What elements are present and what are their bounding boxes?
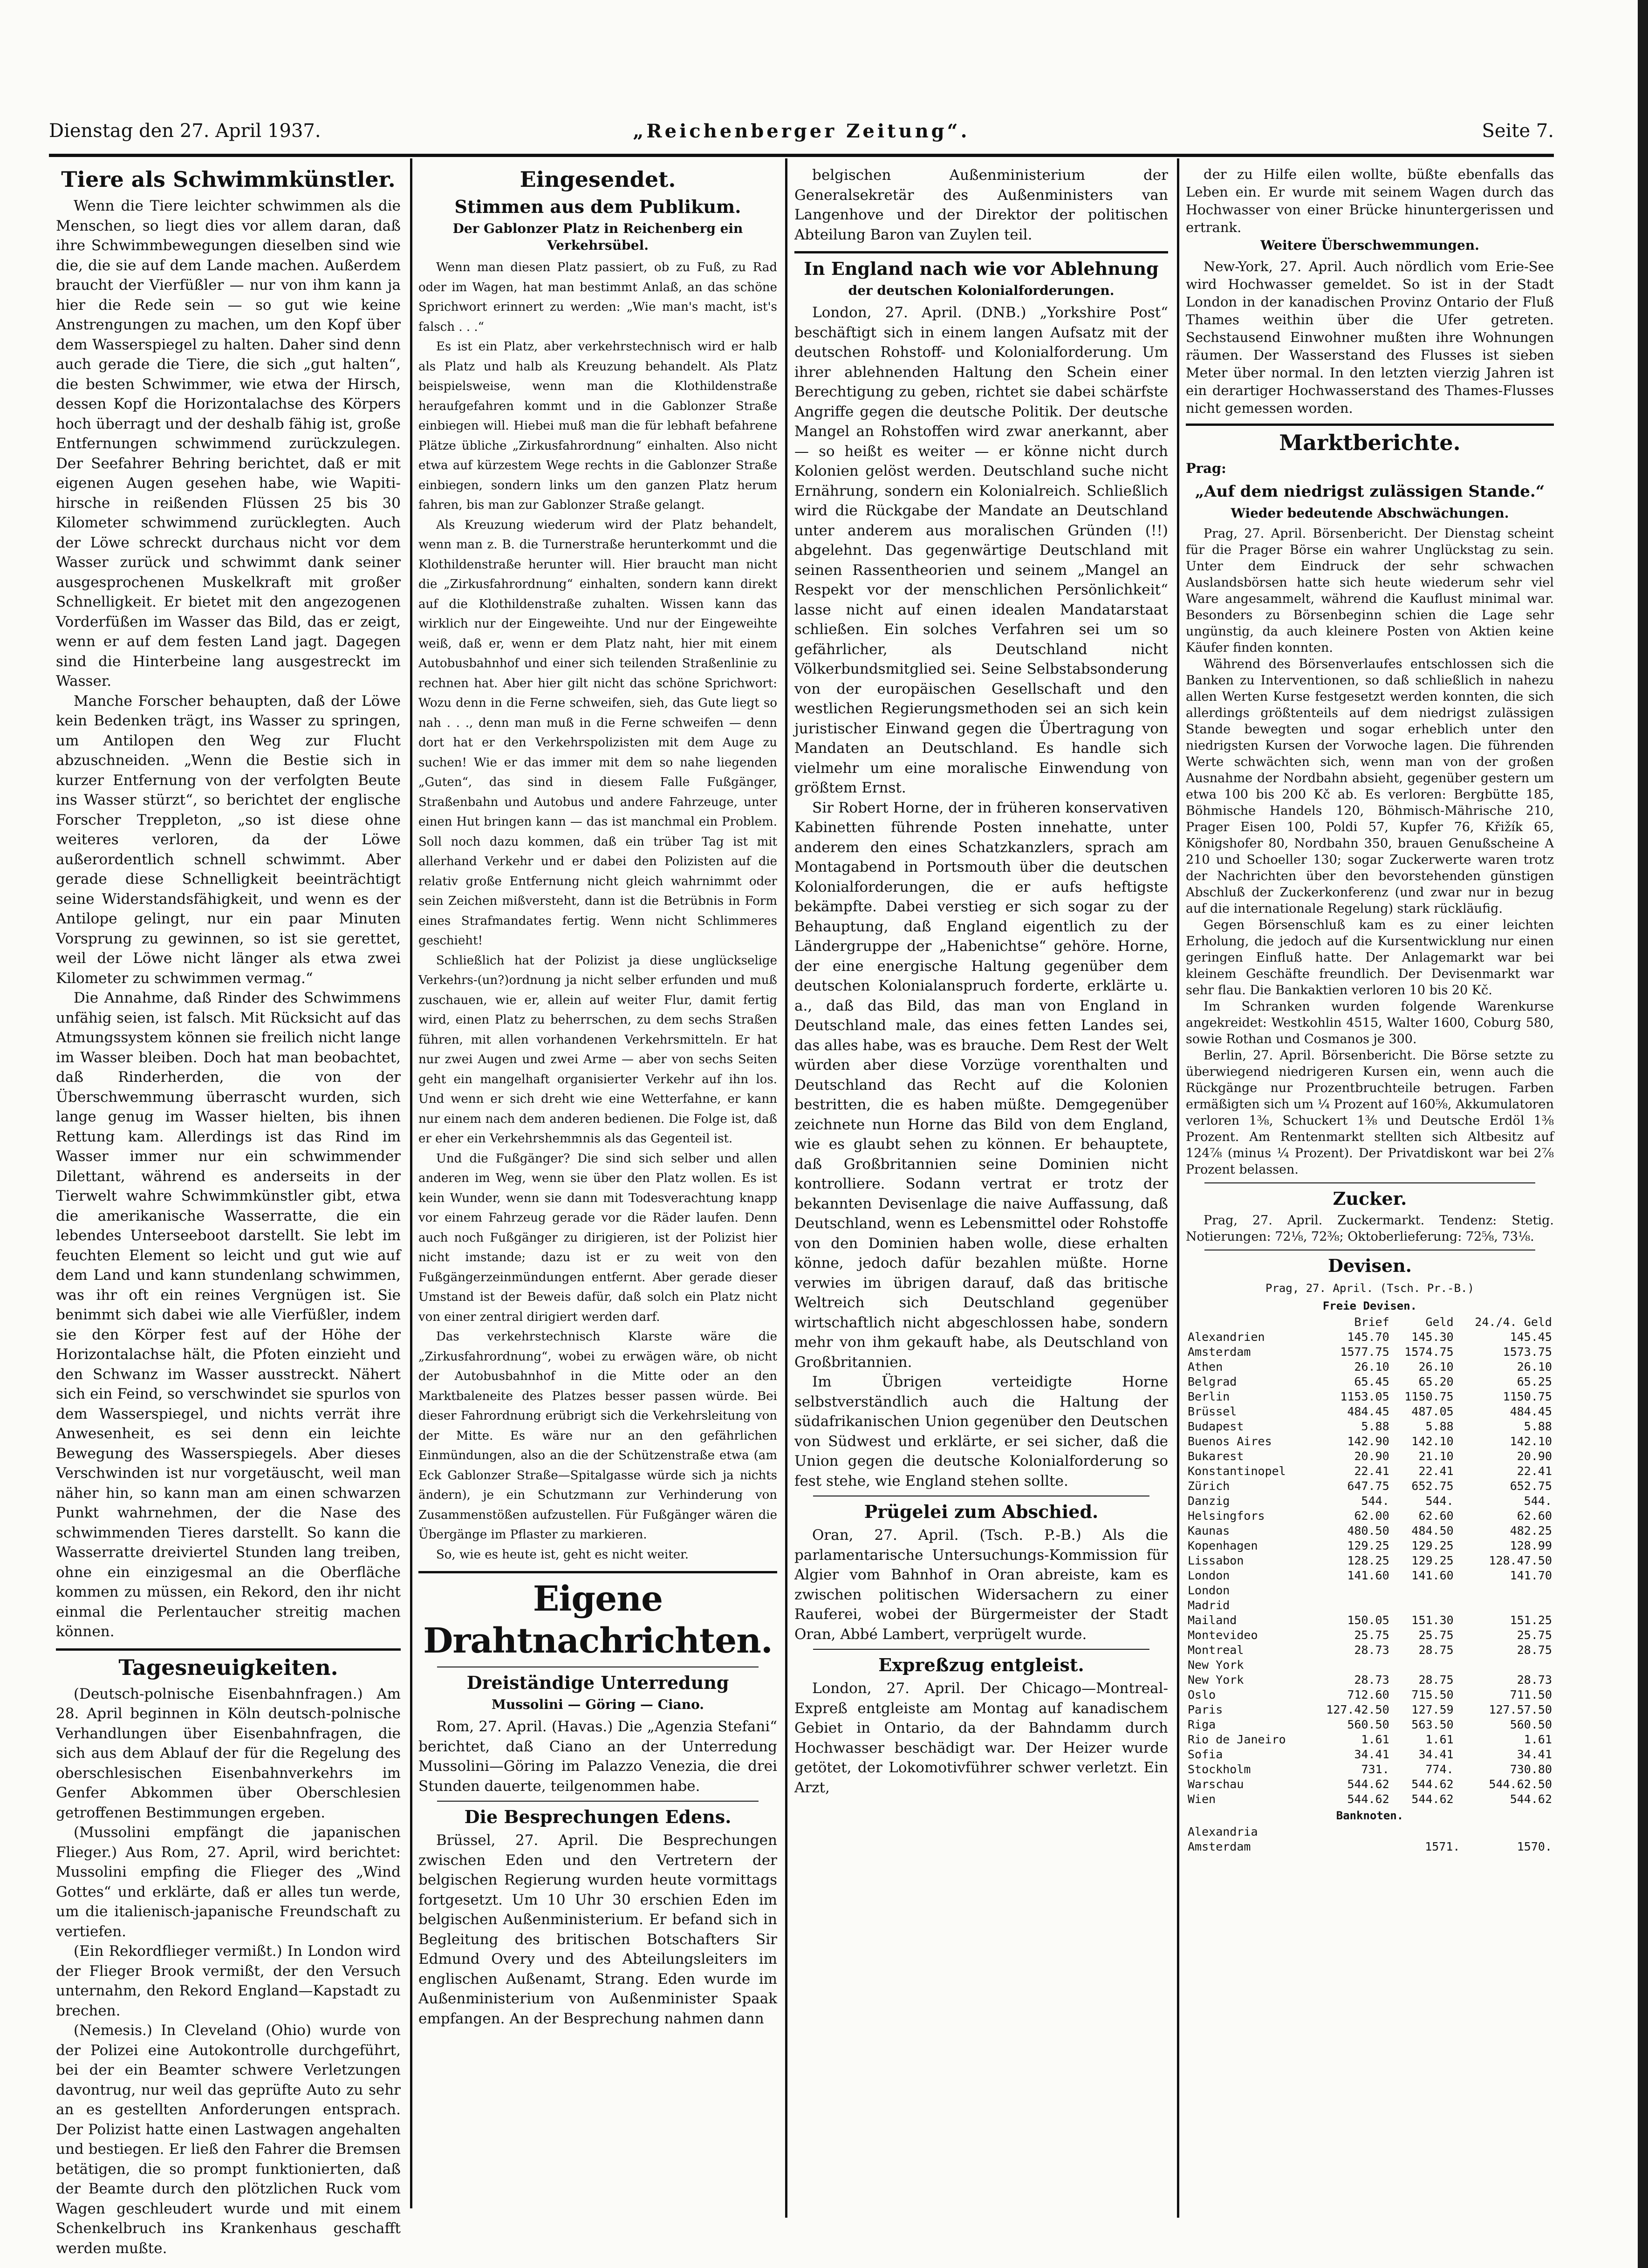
fx-rate: 1574.75 xyxy=(1404,1345,1454,1359)
masthead-rule xyxy=(49,154,1554,157)
fx-row xyxy=(1186,1839,1554,1854)
article-paragraph: Es ist ein Platz, aber verkehrstechnisch wird er halb als Platz und halb als Kreuzung behandelt. Als Platz beispielsweise, wenn man die Klothildenstraße heraufgefahren kommt und in die Gablonzer Straße einbiegen will. Hiebei muß man die für lebhaft befahrene Plätze übliche „Zirkusfahrordnung“ einhalten. Also nicht etwa auf kürzestem Wege rechts in die Gablonzer Straße einbiegen, sondern links um den ganzen Platz herum fahren, bis man zur Gablonzer Straße gelangt. xyxy=(418,340,777,512)
fx-row xyxy=(1186,1538,1554,1553)
article-paragraph: Wenn man diesen Platz passiert, ob zu Fuß, zu Rad oder im Wagen, hat man bestimmt Anlaß, an das schöne Sprichwort erinnert zu werden: „Wie man's macht, ist's falsch . . .“ xyxy=(418,260,777,334)
market-paragraph: Prag, 27. April. Zuckermarkt. Tendenz: Stetig. Notierungen: 72⅛, 72⅜; Oktoberlieferung: 72⅝, 73⅛. xyxy=(1186,1213,1554,1244)
fx-row xyxy=(1186,1374,1554,1389)
fx-city: Oslo xyxy=(1188,1688,1216,1701)
fx-rate: 563.50 xyxy=(1411,1718,1454,1731)
fx-rate: 484.45 xyxy=(1347,1405,1389,1418)
fx-row xyxy=(1186,1643,1554,1658)
fx-rate: 544. xyxy=(1361,1494,1389,1508)
fx-rate: 142.10 xyxy=(1411,1435,1454,1448)
fx-rate: 151.25 xyxy=(1510,1613,1552,1627)
divider xyxy=(813,1649,1149,1650)
headline-zucker: Zucker. xyxy=(1333,1188,1407,1209)
fx-rate: 20.90 xyxy=(1354,1449,1389,1463)
article-paragraph: London, 27. April. Der Chicago—Montreal-Expreß entgleiste am Montag auf kanadischem Gebiet in Ontario, da der Bahndamm durch Hochwasser beschädigt war. Der Heizer wurde getötet, der Lokomotivführer schwer verletzt. Ein Arzt, xyxy=(794,1680,1168,1796)
fx-rate: 1150.75 xyxy=(1503,1390,1552,1403)
fx-rate: 715.50 xyxy=(1411,1688,1454,1701)
headline-marktberichte: Marktberichte. xyxy=(1279,430,1461,455)
fx-rate: 487.05 xyxy=(1411,1405,1454,1418)
fx-rate: 28.75 xyxy=(1418,1673,1454,1687)
fx-city: Lissabon xyxy=(1188,1554,1244,1567)
news-item: (Nemesis.) In Cleveland (Ohio) wurde von der Polizei eine Autokontrolle durchgeführt, bei der ein Beamter schwere Verletzungen davontrug, nur weil das geprüfte Auto zu sehr an es gestellten Anforderungen entsprach. Der Polizist hatte einen Lastwagen angehalten und bestiegen. Er ließ den Fahrer die Bremsen betätigen, die so prompt funktionierten, daß der Beamte durch den plötzlichen Ruck vom Wagen geschleudert wurde und mit einem Schenkelbruch ins Krankenhaus geschafft werden mußte. xyxy=(56,2022,401,2257)
fx-city: Wien xyxy=(1188,1792,1216,1806)
fx-rate: 484.50 xyxy=(1411,1524,1454,1537)
fx-city: New York xyxy=(1188,1673,1244,1687)
fx-table xyxy=(1186,1315,1554,1807)
fx-rate: 1.61 xyxy=(1524,1733,1552,1746)
fx-row xyxy=(1186,1330,1554,1345)
fx-city: Riga xyxy=(1188,1718,1216,1731)
fx-rate: 26.10 xyxy=(1418,1360,1454,1373)
fx-rate: 21.10 xyxy=(1418,1449,1454,1463)
fx-rate: 142.10 xyxy=(1510,1435,1552,1448)
headline-expresszug: Expreßzug entgleist. xyxy=(878,1654,1084,1675)
section-rule xyxy=(1186,424,1554,426)
fx-rate: 128.47.50 xyxy=(1489,1554,1552,1567)
fx-city: Alexandria xyxy=(1188,1825,1258,1838)
newspaper-title: „Reichenberger Zeitung“. xyxy=(633,120,970,142)
fx-row xyxy=(1186,1598,1554,1613)
fx-rate: 62.60 xyxy=(1418,1509,1454,1523)
fx-col-header: Brief xyxy=(1354,1315,1389,1329)
section-rule xyxy=(418,1571,777,1573)
article-paragraph: belgischen Außenministerium der Generalsekretär des Außenministers van Langenhove und der Direktor der politischen Abteilung Baron van Zuylen teil. xyxy=(794,167,1168,243)
fx-row xyxy=(1186,1434,1554,1449)
column-1 xyxy=(56,165,401,2257)
fx-rate: 128.99 xyxy=(1510,1539,1552,1552)
fx-rate: 1571. xyxy=(1425,1840,1460,1853)
fx-row xyxy=(1186,1777,1554,1792)
fx-rate: 142.90 xyxy=(1347,1435,1389,1448)
fx-rate: 5.88 xyxy=(1425,1420,1454,1433)
fx-rate xyxy=(1456,1583,1554,1598)
fx-rate xyxy=(1391,1598,1456,1613)
fx-rate xyxy=(1361,1839,1370,1854)
article-paragraph: So, wie es heute ist, geht es nicht weiter. xyxy=(436,1547,689,1562)
headline-eden: Die Besprechungen Edens. xyxy=(464,1806,732,1827)
fx-rate: 730.80 xyxy=(1510,1762,1552,1776)
fx-row xyxy=(1186,1464,1554,1479)
fx-row xyxy=(1186,1732,1554,1747)
fx-rate xyxy=(1310,1658,1391,1673)
fx-rate: 151.30 xyxy=(1411,1613,1454,1627)
fx-city: Paris xyxy=(1188,1703,1223,1716)
fx-city: Kopenhagen xyxy=(1188,1539,1258,1552)
fx-rate: 145.70 xyxy=(1347,1330,1389,1344)
fx-row xyxy=(1186,1419,1554,1434)
fx-row xyxy=(1186,1658,1554,1673)
fx-banknotes-title: Banknoten. xyxy=(1336,1809,1404,1822)
masthead xyxy=(49,120,1554,148)
subheadline-kolonial: der deutschen Kolonialforderungen. xyxy=(848,283,1115,298)
subheadline-mussolini: Mussolini — Göring — Ciano. xyxy=(491,1697,704,1712)
fx-city: Warschau xyxy=(1188,1777,1244,1791)
fx-city: Belgrad xyxy=(1188,1375,1237,1388)
fx-rows xyxy=(1186,1330,1554,1807)
news-item: (Mussolini empfängt die japanischen Flieger.) Aus Rom, 27. April, wird berichtet: Mussolini empfing die Flieger des „Wind Gottes“ und erklärte, daß er alles tun werde, um die italienisch-japanische Freundschaft zu vertiefen. xyxy=(56,1824,401,1940)
fx-city: Montreal xyxy=(1188,1643,1244,1657)
fx-rate: 141.60 xyxy=(1347,1569,1389,1582)
headline-england: In England nach wie vor Ablehnung xyxy=(804,258,1159,279)
fx-rate: 25.75 xyxy=(1517,1628,1552,1642)
fx-rate: 712.60 xyxy=(1347,1688,1389,1701)
fx-city: Amsterdam xyxy=(1188,1840,1251,1853)
fx-rate: 127.57.50 xyxy=(1489,1703,1552,1716)
fx-rate: 34.41 xyxy=(1517,1748,1552,1761)
fx-row xyxy=(1186,1479,1554,1494)
headline-niedrigst: „Auf dem niedrigst zulässigen Stande.“ xyxy=(1195,482,1545,501)
fx-rate: 5.88 xyxy=(1524,1420,1552,1433)
market-paragraph: Prag, 27. April. Börsenbericht. Der Dienstag scheint für die Prager Börse ein wahrer Unglückstag zu sein. Unter dem Eindruck der sehr schwachen Auslandsbörsen hatte sich heute wiederum sehr viel Ware angesammelt, während die Kauflust minimal war. Besonders zu Börsenbeginn schien die Lage sehr ungünstig, da auch kleinere Posten von Aktien keine Käufer finden konnten. xyxy=(1186,526,1554,655)
fx-rate: 28.75 xyxy=(1517,1643,1552,1657)
fx-rate: 482.25 xyxy=(1510,1524,1552,1537)
fx-city: Rio de Janeiro xyxy=(1188,1733,1286,1746)
fx-rate: 65.20 xyxy=(1418,1375,1454,1388)
section-rule xyxy=(794,251,1168,253)
fx-row xyxy=(1186,1702,1554,1717)
fx-rate: 145.45 xyxy=(1510,1330,1552,1344)
fx-source: Prag, 27. April. (Tsch. Pr.-B.) xyxy=(1265,1282,1474,1295)
fx-rate: 484.45 xyxy=(1510,1405,1552,1418)
market-paragraph: Gegen Börsenschluß kam es zu einer leichten Erholung, die jedoch auf die Kursentwicklung nur einen geringen Einfluß hatte. Der Anlagemarkt war bei kleinem Geschäfte freundlich. Der Devisenmarkt war sehr flau. Die Bankaktien verloren 10 bis 20 Kč. xyxy=(1186,918,1554,997)
headline-unterredung: Dreiständige Unterredung xyxy=(466,1672,729,1693)
fx-rate: 544.62 xyxy=(1411,1777,1454,1791)
fx-city: Helsingfors xyxy=(1188,1509,1265,1523)
fx-rate: 129.25 xyxy=(1411,1539,1454,1552)
market-paragraph: Während des Börsenverlaufes entschlossen sich die Banken zu Interventionen, so daß schließlich in nahezu allen Werten Kurse festgesetzt werden konnten, die sich allerdings größtenteils auf dem niedrigst zulässigen Stande bewegten und sogar erheblich unter den niedrigsten Kursen der Vorwoche lagen. Die führenden Werte schwächten sich, wenn man von der großen Ausnahme der Nordbahn absieht, gegenüber gestern um etwa 100 bis 200 Kč ab. Es verloren: Bergbütte 185, Böhmische Handels 120, Böhmisch-Mährische 210, Prager Eisen 100, Poldi 57, Kupfer 76, Křižík 65, Königshofer 80, Nordbahn 350, brauen Genußscheine A 210 und Schoeller 130; sogar Zuckerwerte waren trotz der Nachrichten über den bevorstehenden günstigen Abschluß der Zuckerkonferenz (und zwar nur in bezug auf die internationale Regelung) stark rückläufig. xyxy=(1186,657,1554,916)
fx-row xyxy=(1186,1389,1554,1404)
fx-rate: 62.60 xyxy=(1517,1509,1552,1523)
fx-rate: 22.41 xyxy=(1418,1464,1454,1478)
divider xyxy=(437,1801,759,1802)
column-4 xyxy=(1186,165,1554,2234)
fx-city: Amsterdam xyxy=(1188,1345,1251,1359)
fx-rate: 5.88 xyxy=(1361,1420,1389,1433)
fx-rate: 129.25 xyxy=(1347,1539,1389,1552)
fx-rate: 652.75 xyxy=(1411,1479,1454,1493)
fx-row xyxy=(1186,1359,1554,1374)
fx-row xyxy=(1186,1824,1554,1839)
fx-rate: 34.41 xyxy=(1418,1748,1454,1761)
fx-rate: 28.75 xyxy=(1418,1643,1454,1657)
fx-rate: 150.05 xyxy=(1347,1613,1389,1627)
banner-drahtnachrichten: Eigene Drahtnachrichten. xyxy=(423,1579,773,1661)
fx-city: Kaunas xyxy=(1188,1524,1230,1537)
fx-rows xyxy=(1186,1824,1554,1854)
subheadline-abschwaechungen: Wieder bedeutende Abschwächungen. xyxy=(1231,506,1509,521)
fx-rate: 26.10 xyxy=(1517,1360,1552,1373)
headline-tagesneuigkeiten: Tagesneuigkeiten. xyxy=(118,1654,338,1680)
fx-title: Freie Devisen. xyxy=(1322,1299,1417,1312)
fx-row xyxy=(1186,1449,1554,1464)
article-paragraph: London, 27. April. (DNB.) „Yorkshire Post“ beschäftigt sich in einem langen Aufsatz mit der deutschen Rohstoff- und Kolonialforderung. Um ihrer ablehnenden Haltung den Schein einer Berechtigung zu geben, richtet sie dabei schärfste Angriffe gegen die deutsche Politik. Der deutsche Mangel an Rohstoffen wird zwar anerkannt, aber — so heißt es weiter — er könne nicht durch Kolonien gelöst werden. Deutschland suche nicht Ernährung, sondern ein Kolonialreich. Schließlich wird die Rückgabe der Mandate an Deutschland unter anderem aus moralischen Gründen (!!) abgelehnt. Das gegenwärtige Deutschland mit seinen Rassentheorien und seinem „Mangel an Respekt vor der menschlichen Persönlichkeit“ lasse nicht auf einen idealen Mandatarstaat schließen. Ein solches Verfahren sei um so gefährlicher, als Deutschland nicht Völkerbundsmitglied sei. Seine Selbstabsonderung von der europäischen Gesellschaft und den westlichen Regierungsmethoden sei an sich kein juristischer Einwand gegen die Übertragung von Mandaten an Deutschland. Es handle sich vielmehr um eine moralische Einwendung von größtem Ernst. xyxy=(794,304,1168,796)
headline-ueberschwemmungen: Weitere Überschwemmungen. xyxy=(1260,238,1479,253)
fx-table-banknotes xyxy=(1186,1824,1554,1854)
location-label: Prag: xyxy=(1186,460,1226,476)
fx-city: Brüssel xyxy=(1188,1405,1237,1418)
divider xyxy=(1204,1182,1535,1183)
fx-rate: 544. xyxy=(1425,1494,1454,1508)
fx-row xyxy=(1186,1613,1554,1628)
headline-stimmen: Stimmen aus dem Publikum. xyxy=(454,196,741,217)
fx-city: Alexandrien xyxy=(1188,1330,1265,1344)
fx-row xyxy=(1186,1687,1554,1702)
fx-rate: 34.41 xyxy=(1354,1748,1389,1761)
news-item: (Deutsch-polnische Eisenbahnfragen.) Am 28. April beginnen in Köln deutsch-polnische Verhandlungen über Eisenbahnfragen, die sich aus dem Ablauf der für die Regelung des oberschlesischen Eisenbahnverkehrs im Genfer Abkommen über Oberschlesien getroffenen Bestimmungen ergeben. xyxy=(56,1685,401,1821)
fx-rate xyxy=(1391,1583,1456,1598)
article-paragraph: Rom, 27. April. (Havas.) Die „Agenzia Stefani“ berichtet, daß Ciano an der Unterredung Mussolini—Göring im Palazzo Venezia, die drei Stunden dauerte, teilgenommen habe. xyxy=(418,1718,777,1795)
fx-city: Bukarest xyxy=(1188,1449,1244,1463)
fx-city: Budapest xyxy=(1188,1420,1244,1433)
column-rule xyxy=(785,158,787,2218)
column-2 xyxy=(418,165,777,2234)
fx-rate: 560.50 xyxy=(1347,1718,1389,1731)
column-rule xyxy=(1177,158,1179,2218)
fx-rate: 544.62 xyxy=(1411,1792,1454,1806)
fx-city: Montevideo xyxy=(1188,1628,1258,1642)
fx-row xyxy=(1186,1553,1554,1568)
fx-city: Stockholm xyxy=(1188,1762,1251,1776)
fx-row xyxy=(1186,1717,1554,1732)
fx-rate: 544. xyxy=(1524,1494,1552,1508)
article-paragraph: Das verkehrstechnisch Klarste wäre die „Zirkusfahrordnung“, wobei zu erwägen wäre, ob nicht der Autobusbahnhof in die Mitte oder an den Marktbaleneite des Platzes besser passen würde. Bei dieser Fahrordnung erübrigt sich die Verkehrsleitung von der Mitte. Es wäre nur an den gefährlichen Einmündungen, also an die der Schützenstraße etwa (am Eck Gablonzer Straße—Spitalgasse würde sich ja nichts ändern), je ein Schutzmann zur Verhinderung von Zusammenstößen aufzustellen. Für Fußgänger wären die Übergänge im Pflaster zu markieren. xyxy=(418,1330,777,1542)
fx-row xyxy=(1186,1494,1554,1509)
headline-pruegelei: Prügelei zum Abschied. xyxy=(864,1501,1099,1522)
fx-rate: 127.59 xyxy=(1411,1703,1454,1716)
news-item: (Ein Rekordflieger vermißt.) In London wird der Flieger Brook vermißt, der den Versuch unternahm, den Rekord England—Kapstadt zu brechen. xyxy=(56,1943,401,2019)
fx-rate: 22.41 xyxy=(1517,1464,1552,1478)
fx-header-row xyxy=(1186,1315,1554,1330)
fx-rate: 25.75 xyxy=(1354,1628,1389,1642)
fx-row xyxy=(1186,1509,1554,1523)
fx-row xyxy=(1186,1747,1554,1762)
market-paragraph: Im Schranken wurden folgende Warenkurse angekreidet: Westkohlin 4515, Walter 1600, Coburg 580, sowie Rothan und Cosmanos je 300. xyxy=(1186,999,1554,1046)
fx-rate: 20.90 xyxy=(1517,1449,1552,1463)
fx-rate: 141.60 xyxy=(1411,1569,1454,1582)
subheadline-gablonzer-platz: Der Gablonzer Platz in Reichenberg ein Verkehrsübel. xyxy=(452,221,743,253)
fx-row xyxy=(1186,1673,1554,1687)
article-paragraph: New-York, 27. April. Auch nördlich vom Erie-See wird Hochwasser gemeldet. So ist in der Stadt London in der kanadischen Provinz Ontario der Fluß Thames weithin über die Ufer getreten. Sechstausend Einwohner mußten ihre Wohnungen räumen. Der Wasserstand des Flusses ist sieben Meter über normal. In den letzten vierzig Jahren ist ein derartiger Hochwasserstand des Thames-Flusses nicht gemessen worden. xyxy=(1186,259,1554,416)
fx-rate: 1570. xyxy=(1517,1840,1552,1853)
fx-rate: 22.41 xyxy=(1354,1464,1389,1478)
fx-city: New York xyxy=(1188,1658,1244,1672)
article-paragraph: Wenn die Tiere leichter schwimmen als die Menschen, so liegt dies vor allem daran, daß ihre Schwimmbewegungen dieselben sind wie die, die sie auf dem Lande machen. Außerdem braucht der Vierfüßler — nur von ihm kann ja hier die Rede sein — so gut wie keine Anstrengungen zu machen, um den Kopf über dem Wasserspiegel zu halten. Daher sind denn auch gerade die Tiere, die sich „gut halten“, die besten Schwimmer, wie etwa der Hirsch, dessen Kopf die Horizontalachse des Körpers hoch überragt und der deshalb fähig ist, große Entfernungen schwimmend zurückzulegen. Der Seefahrer Behring berichtet, daß er mit eigenen Augen gesehen habe, wie Wapiti-hirsche in reißenden Flüssen 25 bis 30 Kilometer schwimmend zurücklegten. Auch der Löwe schreckt durchaus nicht vor dem Wasser zurück und schwimmt dank seiner ausgesprochenen Muskelkraft mit großer Schnelligkeit. Er bietet mit den angezogenen Vorderfüßen im Wasser das Bild, das er zeigt, wenn er auf dem festen Land jagt. Dagegen sind die Hinterbeine lang ausgestreckt im Wasser. xyxy=(56,198,401,690)
fx-rate: 65.25 xyxy=(1517,1375,1552,1388)
fx-rate: 128.25 xyxy=(1347,1554,1389,1567)
fx-rate: 65.45 xyxy=(1354,1375,1389,1388)
fx-rate: 647.75 xyxy=(1347,1479,1389,1493)
fx-rate: 652.75 xyxy=(1510,1479,1552,1493)
article-paragraph: der zu Hilfe eilen wollte, büßte ebenfalls das Leben ein. Er wurde mit seinem Wagen durch das Hochwasser von einer Brücke hinuntergerissen und ertrank. xyxy=(1186,166,1554,235)
fx-rate: 129.25 xyxy=(1411,1554,1454,1567)
fx-rate: 1573.75 xyxy=(1503,1345,1552,1359)
article-paragraph: Und die Fußgänger? Die sind sich selber und allen anderen im Weg, wenn sie über den Platz wollen. Es ist kein Wunder, wenn sie dann mit Todesverachtung knapp vor einem Fahrzeug gerade vor die Räder laufen. Denn auch noch Fußgänger zu dirigieren, ist der Polizist hier nicht imstande; dazu ist er zu weit von den Fußgängerzeinmündungen entfernt. Aber gerade dieser Umstand ist der Beweis dafür, daß solch ein Platz nicht von einer zentral dirigiert werden darf. xyxy=(418,1151,777,1324)
fx-rate: 774. xyxy=(1425,1762,1454,1776)
fx-rate: 1153.05 xyxy=(1340,1390,1389,1403)
fx-row xyxy=(1186,1523,1554,1538)
fx-rate: 544.62 xyxy=(1347,1777,1389,1791)
fx-rate xyxy=(1462,1824,1554,1839)
fx-row xyxy=(1186,1568,1554,1583)
fx-col-header: 24./4. Geld xyxy=(1475,1315,1552,1329)
headline-devisen: Devisen. xyxy=(1327,1255,1412,1276)
fx-rate: 1150.75 xyxy=(1404,1390,1454,1403)
page-number: Seite 7. xyxy=(1482,120,1554,142)
headline-tiere: Tiere als Schwimmkünstler. xyxy=(61,167,396,192)
fx-city: Danzig xyxy=(1188,1494,1230,1508)
page-edge xyxy=(1638,0,1648,2268)
fx-row xyxy=(1186,1762,1554,1777)
fx-city: Madrid xyxy=(1188,1599,1230,1612)
article-paragraph: Im Übrigen verteidigte Horne selbstverständlich auch die Haltung der südafrikanischen Union gegenüber den Deutschen von Südwest und erklärte, er sei sicher, daß die Union gegen die deutsche Kolonialforderung so fest stehe, wie England stehen sollte. xyxy=(794,1373,1168,1489)
fx-rate: 544.62 xyxy=(1510,1792,1552,1806)
article-paragraph: Brüssel, 27. April. Die Besprechungen zwischen Eden und den Vertretern der belgischen Regierung wurden heute vormittags fortgesetzt. Um 10 Uhr 30 erschien Eden im belgischen Außenministerium. Er befand sich in Begleitung des britischen Botschafters Sir Edmund Overy und des Abteilungsleiters im englischen Außenamt, Strang. Eden wurde im Außenministerium von Außenminister Spaak empfangen. An der Besprechung nahmen dann xyxy=(418,1832,777,2027)
fx-row xyxy=(1186,1345,1554,1359)
fx-rate: 28.73 xyxy=(1354,1673,1389,1687)
fx-rate xyxy=(1310,1583,1391,1598)
fx-rate: 26.10 xyxy=(1354,1360,1389,1373)
fx-row xyxy=(1186,1583,1554,1598)
column-3 xyxy=(794,165,1168,2234)
fx-rate xyxy=(1391,1658,1456,1673)
fx-city: Berlin xyxy=(1188,1390,1230,1403)
column-rule xyxy=(410,158,412,2208)
article-paragraph: Schließlich hat der Polizist ja diese unglückselige Verkehrs-(un?)ordnung ja nicht selber erfunden und muß zuschauen, wie er, allein auf weiter Flur, damit fertig wird, einen Platz zu beherrschen, zu dem sechs Straßen führen, mit allen vorhandenen Verkehrsmitteln. Er hat nur zwei Augen und zwei Arme — aber von sechs Seiten geht ein mangelhaft organisierter Verkehr auf ihn los. Und wenn er sich dreht wie eine Wetterfahne, er kann nur einem nach dem anderen bedienen. Die Folge ist, daß er eher ein Verkehrshemmnis als das Gegenteil ist. xyxy=(418,953,777,1146)
fx-rate xyxy=(1456,1658,1554,1673)
fx-rate: 25.75 xyxy=(1418,1628,1454,1642)
fx-rate: 1577.75 xyxy=(1340,1345,1389,1359)
fx-row xyxy=(1186,1404,1554,1419)
market-paragraph: Berlin, 27. April. Börsenbericht. Die Börse setzte zu überwiegend niedrigeren Kursen ein, wenn auch die Rückgänge nur Prozentbruchteile betrugen. Farben ermäßigten sich um ¼ Prozent auf 160⅝, Akkumulatoren verloren 1⅜, Schuckert 1⅜ und Deutsche Erdöl 1⅜ Prozent. Am Rentenmarkt stellten sich Altbesitz auf 124⅞ (minus ¼ Prozent). Der Privatdiskont war bei 2⅞ Prozent belassen. xyxy=(1186,1048,1554,1177)
fx-col-header: Geld xyxy=(1425,1315,1454,1329)
fx-city: Buenos Aires xyxy=(1188,1435,1272,1448)
fx-rate xyxy=(1456,1598,1554,1613)
article-paragraph: Sir Robert Horne, der in früheren konservativen Kabinetten führende Posten innehatte, unter anderem den eines Schatzkanzlers, sprach am Montagabend in Portsmouth über die deutschen Kolonialforderungen, die er aufs heftigste bekämpfte. Dabei verstieg er sich sogar zu der Behauptung, daß England eigentlich zu der Ländergruppe der „Habenichtse“ gehöre. Horne, der eine energische Haltung gegenüber dem deutschen Kolonialanspruch forderte, erklärte u. a., daß das Bild, das man von England in Deutschland male, das eines fetten Landes sei, das alles habe, was es brauche. Dem Rest der Welt würden aber diese Vorzüge vorenthalten und Deutschland das Recht auf die Kolonien bestritten, die es haben müßte. Demgegenüber zeichnete nun Horne das Bild von dem England, wie es glaubt sehen zu können. Er behauptete, daß Großbritannien seine Dominien nicht kontrolliere. Sodann vertrat er trotz der bekannten Devisenlage die naive Auffassung, daß Deutschland, wenn es Lebensmittel oder Rohstoffe von den Dominien haben wolle, diese erhalten könne, jedoch dafür bezahlen müßte. Horne verwies im übrigen darauf, daß das britische Weltreich sich Deutschland gegenüber wirtschaftlich nicht abgeschlossen habe, sondern mehr von ihm gekauft habe, als Deutschland von Großbritannien. xyxy=(794,799,1168,1371)
article-paragraph: Die Annahme, daß Rinder des Schwimmens unfähig seien, ist falsch. Mit Rücksicht auf das Atmungssystem können sie freilich nicht lange im Wasser bleiben. Doch hat man beobachtet, daß Rinderherden, die von der Überschwemmung überrascht wurden, sich lange genug im Wasser hielten, bis ihnen Rettung kam. Allerdings ist das Rind im Wasser immer nur ein schwimmender Dilettant, während es anderseits in der Tierwelt wahre Schwimmkünstler gibt, etwa die amerikanische Wasserratte, die ein lebendes Unterseeboot darstellt. Sie lebt im feuchten Element so leicht und gut wie auf dem Land und kann stundenlang schwimmen, was ihr oft ein reines Vergnügen ist. Sie benimmt sich dabei wie alle Vierfüßler, indem sie den Körper fest auf der Höhe der Horizontalachse hält, die Pfoten einzieht und den Schwanz im Wasser ausstreckt. Nähert sich ein Feind, so verschwindet sie spurlos von dem Wasserspiegel, und nichts verrät ihre Anwesenheit, es sei denn ein leichte Bewegung des Wasserspiegels. Aber dieses Verschwinden ist nur vorgetäuscht, weil man näher hin, so kann man am einen schwarzen Punkt wahrnehmen, der die Nase des schwimmenden Tieres darstellt. So kann die Wasserratte dreiviertel Stunden lang treiben, ohne ein einzigesmal an die Oberfläche kommen zu müssen, ein Rekord, den ihr nicht einmal die Perlentaucher streitig machen können. xyxy=(56,990,401,1640)
fx-rate xyxy=(1361,1824,1370,1839)
issue-date: Dienstag den 27. April 1937. xyxy=(49,120,321,142)
fx-city: Athen xyxy=(1188,1360,1223,1373)
fx-rate xyxy=(1370,1824,1462,1839)
fx-rate: 28.73 xyxy=(1517,1673,1552,1687)
fx-city: Zürich xyxy=(1188,1479,1230,1493)
fx-rate: 1.61 xyxy=(1361,1733,1389,1746)
fx-city: Konstantinopel xyxy=(1188,1464,1286,1478)
fx-rate: 62.00 xyxy=(1354,1509,1389,1523)
section-rule xyxy=(56,1648,401,1651)
fx-rate: 711.50 xyxy=(1510,1688,1552,1701)
fx-city: London xyxy=(1188,1584,1230,1597)
fx-rate: 544.62 xyxy=(1347,1792,1389,1806)
fx-row xyxy=(1186,1792,1554,1807)
article-paragraph: Manche Forscher behaupten, daß der Löwe kein Bedenken trägt, ins Wasser zu springen, um Antilopen den Weg zur Flucht abzuschneiden. „Wenn die Bestie sich in kurzer Entfernung von der verfolgten Beute ins Wasser stürzt“, so berichtet der englische Forscher Treppleton, „so ist diese ohne weiteres verloren, da der Löwe außerordentlich schnell schwimmt. Aber gerade diese Schnelligkeit beeinträchtigt seine Widerstandsfähigkeit, und wenn es der Antilope gelingt, nur ein paar Minuten Vorsprung zu gewinnen, so ist sie gerettet, weil der Löwe nicht länger als etwa zwei Kilometer zu schwimmen vermag.“ xyxy=(56,692,401,987)
fx-rate: 141.70 xyxy=(1510,1569,1552,1582)
headline-eingesendet: Eingesendet. xyxy=(520,167,676,192)
fx-rate: 560.50 xyxy=(1510,1718,1552,1731)
fx-rate: 731. xyxy=(1361,1762,1389,1776)
fx-rate: 145.30 xyxy=(1411,1330,1454,1344)
fx-rate: 544.62.50 xyxy=(1489,1777,1552,1791)
fx-city: London xyxy=(1188,1569,1230,1582)
fx-rate: 480.50 xyxy=(1347,1524,1389,1537)
fx-rate: 127.42.50 xyxy=(1326,1703,1389,1716)
fx-rate: 28.73 xyxy=(1354,1643,1389,1657)
article-paragraph: Oran, 27. April. (Tsch. P.-B.) Als die parlamentarische Untersuchungs-Kommission für Algier vom Bahnhof in Oran abreiste, kam es zwischen politischen Widersachern zu einer Rauferei, wobei der Bürgermeister der Stadt Oran, Abbé Lambert, verprügelt wurde. xyxy=(794,1527,1168,1643)
fx-city: Mailand xyxy=(1188,1613,1237,1627)
fx-city: Sofia xyxy=(1188,1748,1223,1761)
fx-rate xyxy=(1310,1598,1391,1613)
fx-rate: 1.61 xyxy=(1425,1733,1454,1746)
article-paragraph: Als Kreuzung wiederum wird der Platz behandelt, wenn man z. B. die Turnerstraße herunterkommt und die Klothildenstraße herunter will. Hier braucht man nicht die „Zirkusfahrordnung“ einhalten, sondern kann direkt auf die Klothildenstraße zuhalten. Wissen kann das wirklich nur der Eingeweihte. Und nur der Eingeweihte weiß, daß er, wenn er dem Platz naht, hier mit einem Autobusbahnhof und einer sich teilenden Straßenlinie zu rechnen hat. Aber hier gilt nicht das schöne Sprichwort: Wozu denn in die Ferne schweifen, sieh, das Gute liegt so nah . . ., denn man muß in die Ferne schweifen — denn dort hat er den Verkehrspolizisten mit dem Auge zu suchen! Wie er das immer mit dem so nahe liegenden „Guten“, das sind in diesem Falle Fußgänger, Straßenbahn und Autobus und andere Fahrzeuge, unter einen Hut bringen kann — das ist manchmal ein Problem. Soll noch dazu kommen, daß ein trüber Tag ist mit allerhand Verkehr und er dabei den Polizisten auf die relativ große Entfernung nicht gleich wahrnimmt oder sein Zeichen mißversteht, dann ist die Betrübnis in Form eines Strafmandates fertig. Wenn nicht Schlimmeres geschieht! xyxy=(418,518,777,948)
fx-row xyxy=(1186,1628,1554,1643)
